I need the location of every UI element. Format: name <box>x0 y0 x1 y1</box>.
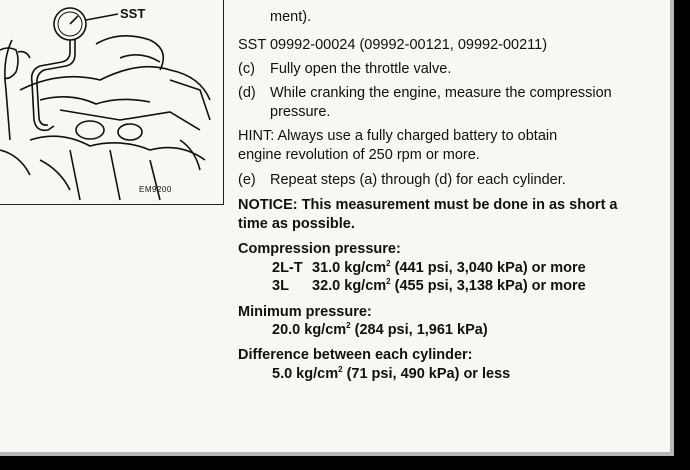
spec-row-2lt <box>272 259 586 278</box>
engine-3l: 3L <box>272 278 289 294</box>
step-e-marker: (e) <box>238 172 256 188</box>
hint-line-1: HINT: Always use a fully charged battery to obtain <box>238 128 558 144</box>
difference-heading: Difference between each cylinder: <box>238 347 473 363</box>
difference-rest: (71 psi, 490 kPa) or less <box>342 366 511 382</box>
rest-2lt: (441 psi, 3,040 kPa) or more <box>390 260 586 276</box>
value-2lt: 31.0 kg/cm <box>312 260 387 276</box>
step-e <box>238 171 566 190</box>
step-d-marker: (d) <box>238 85 256 101</box>
superscript-min: 2 <box>346 321 351 330</box>
difference-value: 5.0 kg/cm <box>272 366 339 382</box>
difference-value-row <box>272 365 510 384</box>
sst-line: SST 09992-00024 (09992-00121, 09992-00211) <box>238 37 548 53</box>
minimum-value: 20.0 kg/cm <box>272 322 347 338</box>
minimum-heading: Minimum pressure: <box>238 304 372 320</box>
superscript-diff: 2 <box>338 365 343 374</box>
step-c <box>238 60 451 79</box>
step-c-text: Fully open the throttle valve. <box>270 61 452 77</box>
step-b-cut-line <box>238 0 242 10</box>
minimum-rest: (284 psi, 1,961 kPa) <box>350 322 488 338</box>
step-b-continuation: ment). <box>270 9 312 25</box>
spec-row-3l <box>272 277 586 296</box>
step-d <box>238 84 612 103</box>
step-d-text-1: While cranking the engine, measure the compression <box>270 85 612 101</box>
figure-code: EM9200 <box>139 185 172 194</box>
step-e-text: Repeat steps (a) through (d) for each cylinder. <box>270 172 566 188</box>
step-d-text-2: pressure. <box>270 104 331 120</box>
sst-callout-label: SST <box>120 6 146 21</box>
rest-3l: (455 psi, 3,138 kPa) or more <box>390 278 586 294</box>
step-c-marker: (c) <box>238 61 255 77</box>
value-3l: 32.0 kg/cm <box>312 278 387 294</box>
compression-gauge-illustration <box>0 0 224 205</box>
notice-line-2: time as possible. <box>238 216 355 232</box>
minimum-value-row <box>272 321 488 340</box>
engine-with-gauge-drawing <box>0 0 224 205</box>
notice-line-1: NOTICE: This measurement must be done in as short a <box>238 197 618 213</box>
hint-line-2: engine revolution of 250 rpm or more. <box>238 147 480 163</box>
superscript-3l: 2 <box>386 277 391 286</box>
engine-2lt: 2L-T <box>272 260 303 276</box>
superscript-2lt: 2 <box>386 259 391 268</box>
compression-heading: Compression pressure: <box>238 241 401 257</box>
